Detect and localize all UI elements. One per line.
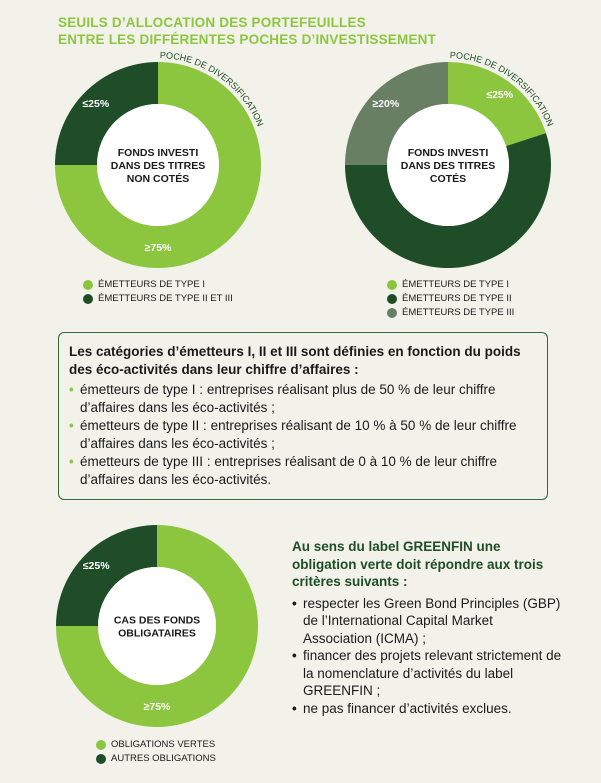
legend-swatch xyxy=(96,740,106,750)
legend-label: ÉMETTEURS DE TYPE II xyxy=(402,293,512,304)
donut-center-label: CAS DES FONDS xyxy=(113,614,201,627)
bullet-mark: • xyxy=(69,418,74,433)
legend-item-autres-obligations xyxy=(96,752,216,766)
bullet-mark: • xyxy=(292,648,297,663)
bullet-text: respecter les Green Bond Principles (GBP) de l’International Capital Market Association (ICMA) ; xyxy=(303,595,561,646)
slice-value-label: ≥20% xyxy=(372,97,400,110)
donut-center-label: DANS DES TITRES xyxy=(400,160,496,172)
poche-diversification-label: POCHE DE DIVERSIFICATION xyxy=(159,49,266,128)
categories-heading: Les catégories d’émetteurs I, II et III sont définies en fonction du poids des éco-activités dans leur chiffre d’affaires : xyxy=(69,344,521,377)
bullet-text: financer des projets relevant strictement de la nomenclature d’activités du label GREENFIN ; xyxy=(303,648,562,698)
legend-label: AUTRES OBLIGATIONS xyxy=(111,753,216,764)
bullet-text: émetteurs de type I : entreprises réalisant plus de 50 % de leur chiffre d’affaires dans les éco-activités ; xyxy=(80,382,496,415)
slice-value-label: ≤25% xyxy=(486,88,514,101)
bullet-mark: • xyxy=(69,454,74,469)
donut-center-label: DANS DES TITRES xyxy=(110,160,206,172)
greenfin-bullet xyxy=(292,595,562,648)
greenfin-bullet xyxy=(292,700,562,718)
bullet-mark: • xyxy=(292,595,297,611)
greenfin-criteria xyxy=(292,538,562,717)
greenfin-heading: Au sens du label GREENFIN une obligation verte doit répondre aux trois critères suivants : xyxy=(292,539,544,589)
donut-center-label: OBLIGATAIRES xyxy=(118,627,196,640)
donut-center-label: FONDS INVESTI xyxy=(407,147,489,159)
bullet-text: émetteurs de type II : entreprises réalisant de 10 % à 50 % de leur chiffre d’affaires dans les éco-activités ; xyxy=(80,418,517,451)
donut-center-label: FONDS INVESTI xyxy=(117,147,199,159)
bullet-text: émetteurs de type III : entreprises réalisant de 0 à 10 % de leur chiffre d’affaires dans les éco-activités. xyxy=(80,454,497,487)
bullet-mark: • xyxy=(69,382,74,397)
legend-item-obligations-vertes xyxy=(96,738,216,752)
slice-value-label: ≤25% xyxy=(82,560,110,573)
legend-label: ÉMETTEURS DE TYPE II ET III xyxy=(98,293,233,304)
bullet-mark: • xyxy=(292,700,297,716)
slice-value-label: ≥75% xyxy=(143,701,171,713)
donut-center-label: NON COTÉS xyxy=(126,173,190,185)
legend-label: ÉMETTEURS DE TYPE III xyxy=(402,307,515,318)
title-line-2: ENTRE LES DIFFÉRENTES POCHES D’INVESTISSEMENT xyxy=(58,32,437,47)
title-line-1: SEUILS D’ALLOCATION DES PORTEFEUILLES xyxy=(58,15,366,30)
legend-label: OBLIGATIONS VERTES xyxy=(111,739,216,750)
legend-label: ÉMETTEURS DE TYPE I xyxy=(98,279,205,290)
greenfin-bullet xyxy=(292,647,562,700)
slice-value-label: ≤25% xyxy=(82,97,110,110)
legend-swatch xyxy=(96,754,106,764)
donut-center-label: COTÉS xyxy=(429,173,467,185)
legend-label: ÉMETTEURS DE TYPE I xyxy=(402,279,509,290)
bullet-text: ne pas financer d’activités exclues. xyxy=(303,700,512,716)
poche-diversification-label: POCHE DE DIVERSIFICATION xyxy=(449,49,556,128)
legend-obligataires xyxy=(96,738,216,766)
slice-value-label: ≥75% xyxy=(144,242,172,254)
